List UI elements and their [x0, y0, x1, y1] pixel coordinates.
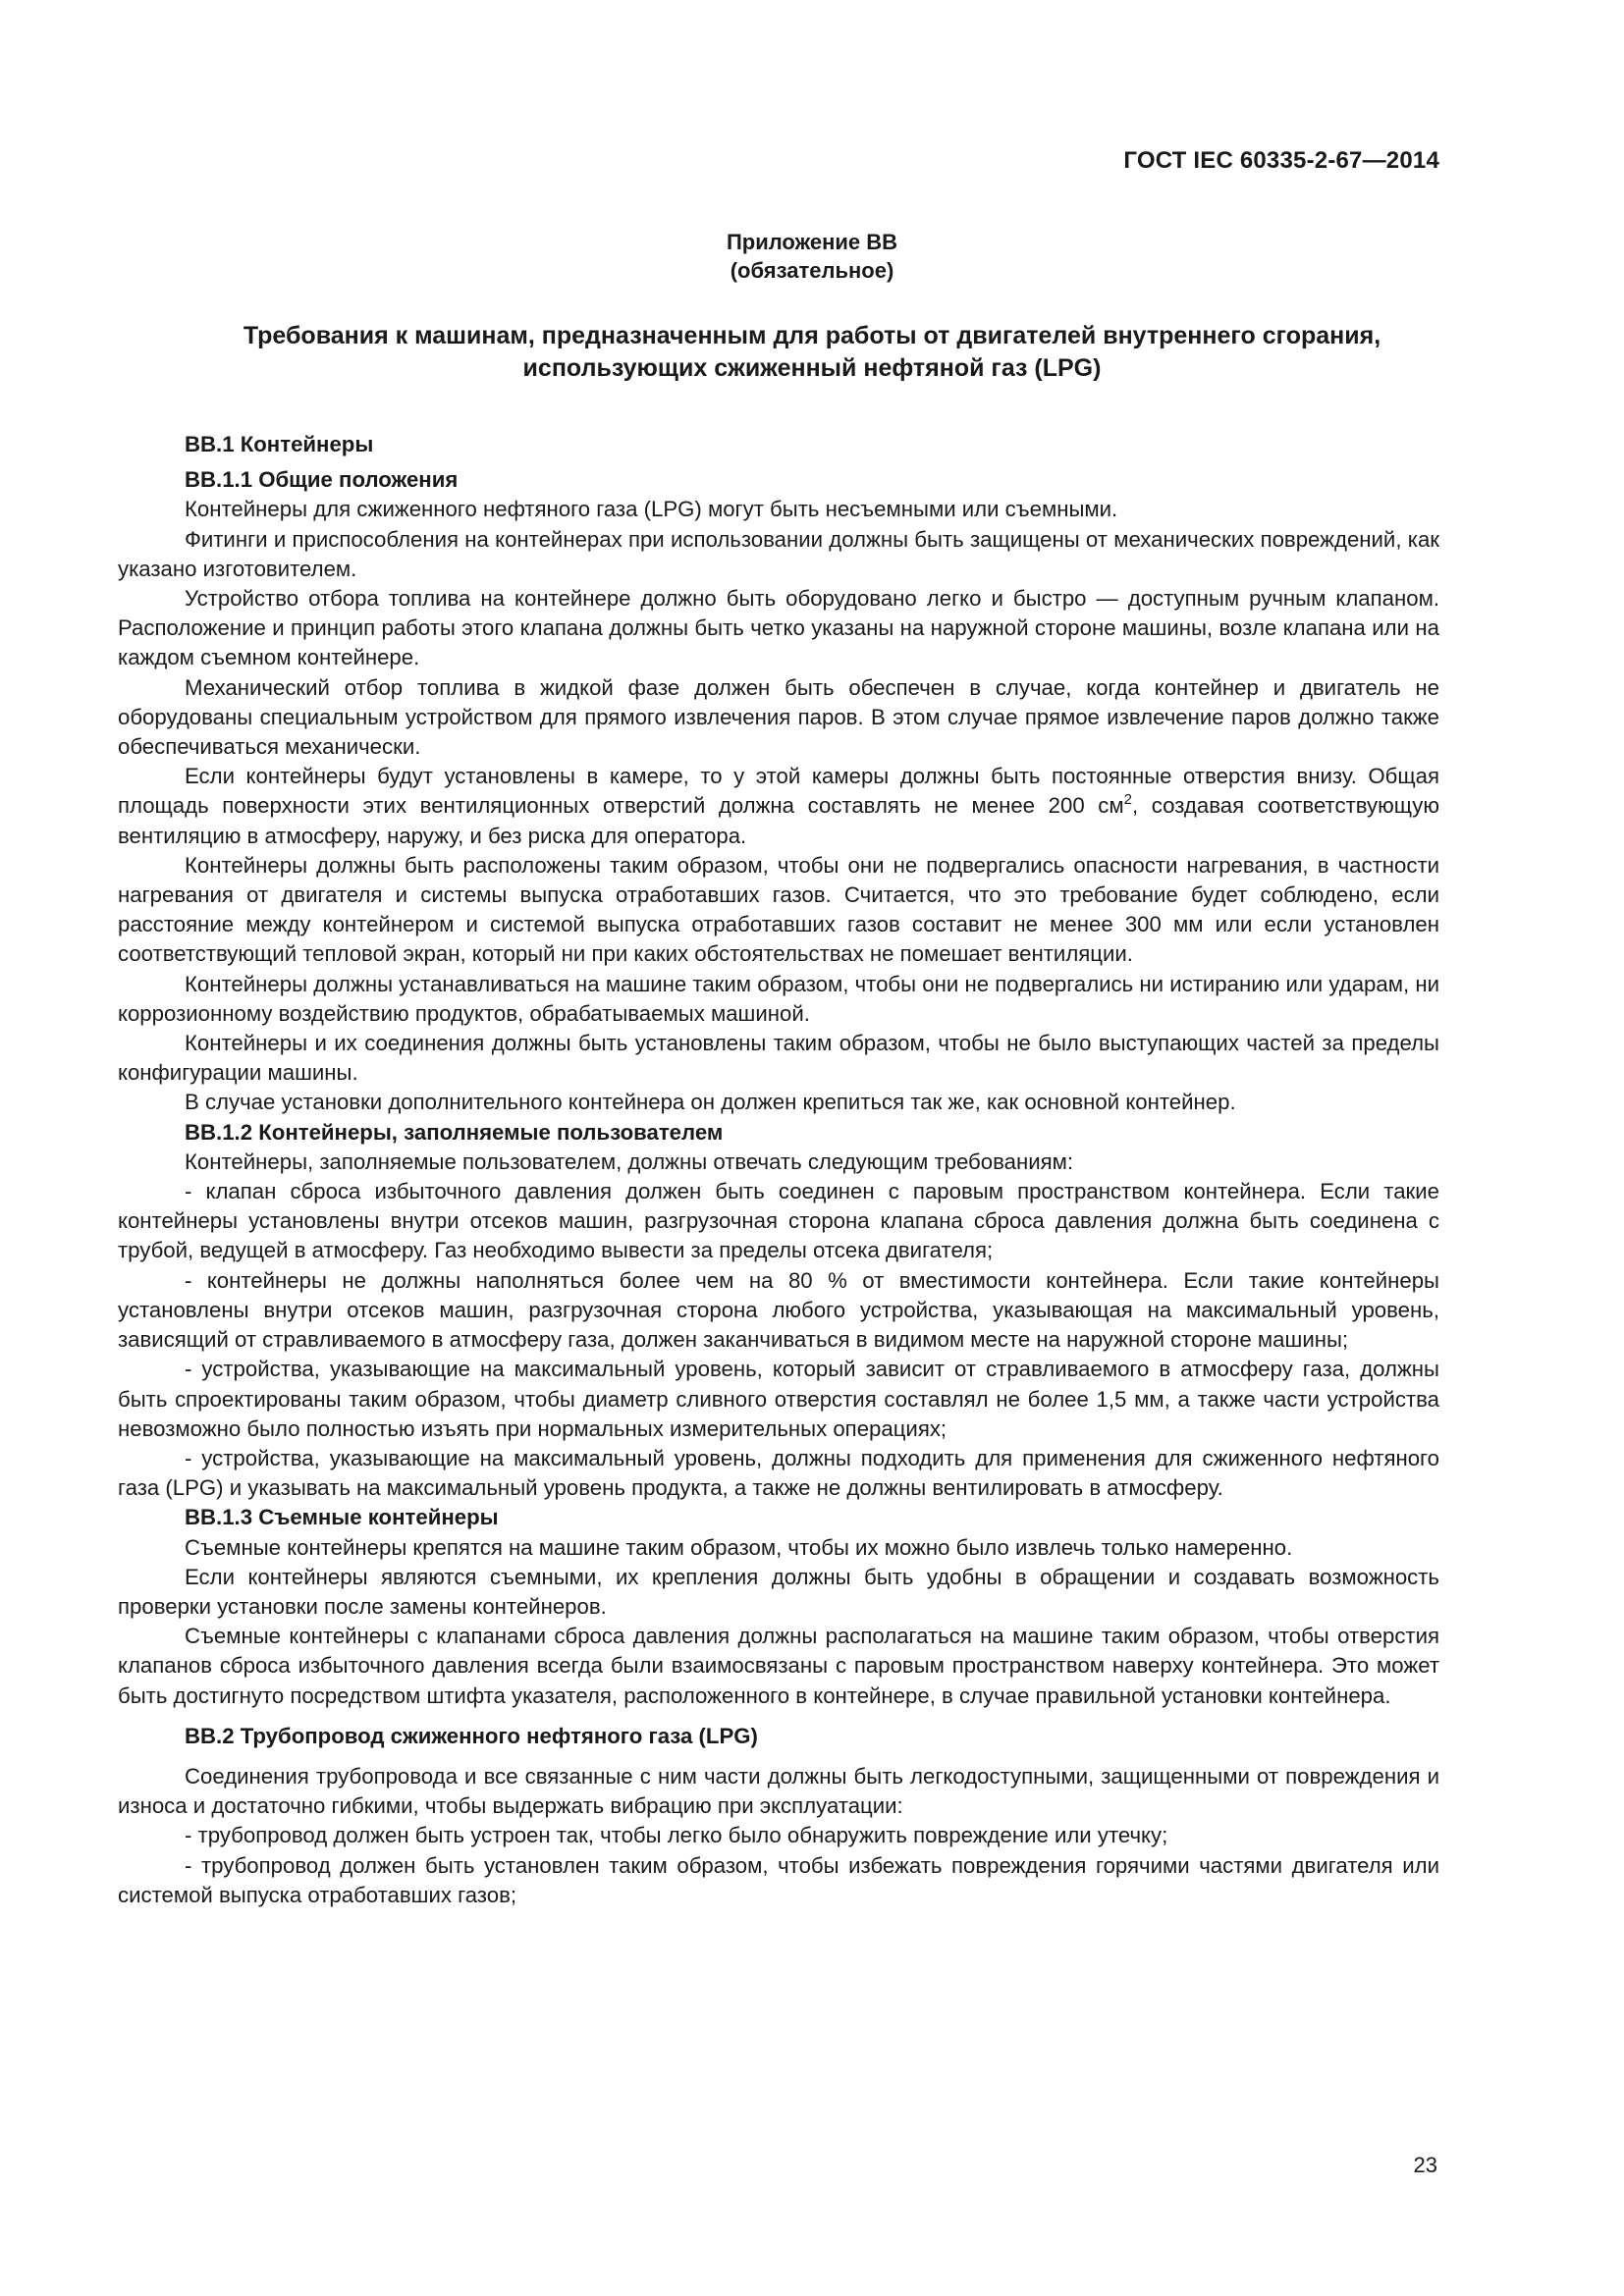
paragraph: Контейнеры должны устанавливаться на машине таким образом, чтобы они не подвергались ни истиранию или ударам, ни коррозионному воздействию продуктов, обрабатываемых машиной.	[118, 971, 1439, 1026]
section-heading-bb1: ВВ.1 Контейнеры	[185, 432, 374, 456]
subsection-heading-bb1-1: ВВ.1.1 Общие положения	[185, 467, 459, 493]
paragraph: Контейнеры и их соединения должны быть установлены таким образом, чтобы не было выступающих частей за пределы конфигурации машины.	[118, 1031, 1439, 1086]
list-item: - клапан сброса избыточного давления должен быть соединен с паровым пространством контейнера. Если такие контейнеры установлены внутри отсеков машин, разгрузочная сторона клапана сброса давления должна быть соединена с трубой, ведущей в атмосферу. Газ необходимо вывести за пределы отсека двигателя;	[118, 1179, 1439, 1263]
list-item: - устройства, указывающие на максимальный уровень, который зависит от стравливаемого в атмосферу газа, должны быть спроектированы таким образом, чтобы диаметр сливного отверстия составлял не более 1,5 мм, а также части устройства невозможно было полностью изъять при нормальных измерительных операциях;	[118, 1357, 1439, 1441]
paragraph: В случае установки дополнительного контейнера он должен крепиться так же, как основной контейнер.	[185, 1090, 1236, 1115]
list-item: - трубопровод должен быть установлен таким образом, чтобы избежать повреждения горячими частями двигателя или системой выпуска отработавших газов;	[118, 1852, 1439, 1907]
paragraph: Съемные контейнеры с клапанами сброса давления должны располагаться на машине таким образом, чтобы отверстия клапанов сброса избыточного давления всегда были взаимосвязаны с паровым пространством наверху контейнера. Это может быть достигнуто посредством штифта указателя, расположенного в контейнере, в случае правильной установки контейнера.	[118, 1624, 1439, 1708]
list-item: - устройства, указывающие на максимальный уровень, должны подходить для применения для сжиженного нефтяного газа (LPG) и указывать на максимальный уровень продукта, а также не должны вентилировать в атмосферу.	[118, 1445, 1439, 1501]
superscript: 2	[1123, 791, 1132, 809]
paragraph-ventilation	[118, 762, 1439, 851]
paragraph: Механический отбор топлива в жидкой фазе должен быть обеспечен в случае, когда контейнер и двигатель не оборудованы специальным устройством для прямого извлечения паров. В этом случае прямое извлечение паров должно также обеспечиваться механически.	[118, 674, 1439, 760]
annex-label: Приложение ВВ	[726, 230, 898, 254]
document-code: ГОСТ IEC 60335-2-67—2014	[1123, 147, 1439, 174]
annex-status: (обязательное)	[730, 258, 894, 283]
section-heading-bb2: ВВ.2 Трубопровод сжиженного нефтяного газа (LPG)	[185, 1723, 758, 1748]
paragraph: Контейнеры для сжиженного нефтяного газа (LPG) могут быть несъемными или съемными.	[185, 497, 1118, 522]
subsection-heading-bb1-3: ВВ.1.3 Съемные контейнеры	[185, 1505, 499, 1530]
paragraph-text: Если контейнеры будут установлены в камере, то у этой камеры должны быть постоянные отверстия внизу. Общая площадь поверхности этих вентиляционных отверстий должна составлять не менее 200 см	[118, 764, 1439, 819]
annex-title-line-1: Требования к машинам, предназначенным для работы от двигателей внутреннего сгорания,	[243, 322, 1381, 349]
paragraph: Соединения трубопровода и все связанные с ним части должны быть легкодоступными, защищенными от повреждения и износа и достаточно гибкими, чтобы выдержать вибрацию при эксплуатации:	[118, 1763, 1439, 1819]
list-item: - контейнеры не должны наполняться более чем на 80 % от вместимости контейнера. Если такие контейнеры установлены внутри отсеков машин, разгрузочная сторона любого устройства, указывающая на максимальный уровень, зависящий от стравливаемого в атмосферу газа, должен заканчиваться в видимом месте на наружной стороне машины;	[118, 1267, 1439, 1353]
document-body	[118, 430, 1439, 1910]
page-number: 23	[1413, 2153, 1437, 2177]
paragraph-text: , создавая соответствующую вентиляцию в атмосферу, наружу, и без риска для оператора.	[118, 793, 1439, 848]
paragraph: Фитинги и приспособления на контейнерах при использовании должны быть защищены от механических повреждений, как указано изготовителем.	[118, 526, 1439, 581]
paragraph: Съемные контейнеры крепятся на машине таким образом, чтобы их можно было извлечь только намеренно.	[185, 1534, 1293, 1560]
paragraph: Если контейнеры являются съемными, их крепления должны быть удобны в обращении и создавать возможность проверки установки после замены контейнеров.	[118, 1564, 1439, 1619]
annex-heading	[0, 228, 1624, 285]
paragraph: Контейнеры должны быть расположены таким образом, чтобы они не подвергались опасности нагревания, в частности нагревания от двигателя и системы выпуска отработавших газов. Считается, что это требование будет соблюдено, если расстояние между контейнером и системой выпуска отработавших газов составит не менее 300 мм или если установлен соответствующий тепловой экран, который ни при каких обстоятельствах не помешает вентиляции.	[118, 852, 1439, 967]
annex-title	[118, 320, 1506, 385]
annex-title-line-2: использующих сжиженный нефтяной газ (LPG)	[522, 354, 1102, 382]
subsection-heading-bb1-2: ВВ.1.2 Контейнеры, заполняемые пользователем	[185, 1119, 724, 1145]
paragraph: Устройство отбора топлива на контейнере должно быть оборудовано легко и быстро — доступным ручным клапаном. Расположение и принцип работы этого клапана должны быть четко указаны на наружной стороне машины, возле клапана или на каждом съемном контейнере.	[118, 586, 1439, 670]
list-item: - трубопровод должен быть устроен так, чтобы легко было обнаружить повреждение или утечку;	[185, 1823, 1168, 1848]
paragraph: Контейнеры, заполняемые пользователем, должны отвечать следующим требованиям:	[185, 1148, 1074, 1174]
